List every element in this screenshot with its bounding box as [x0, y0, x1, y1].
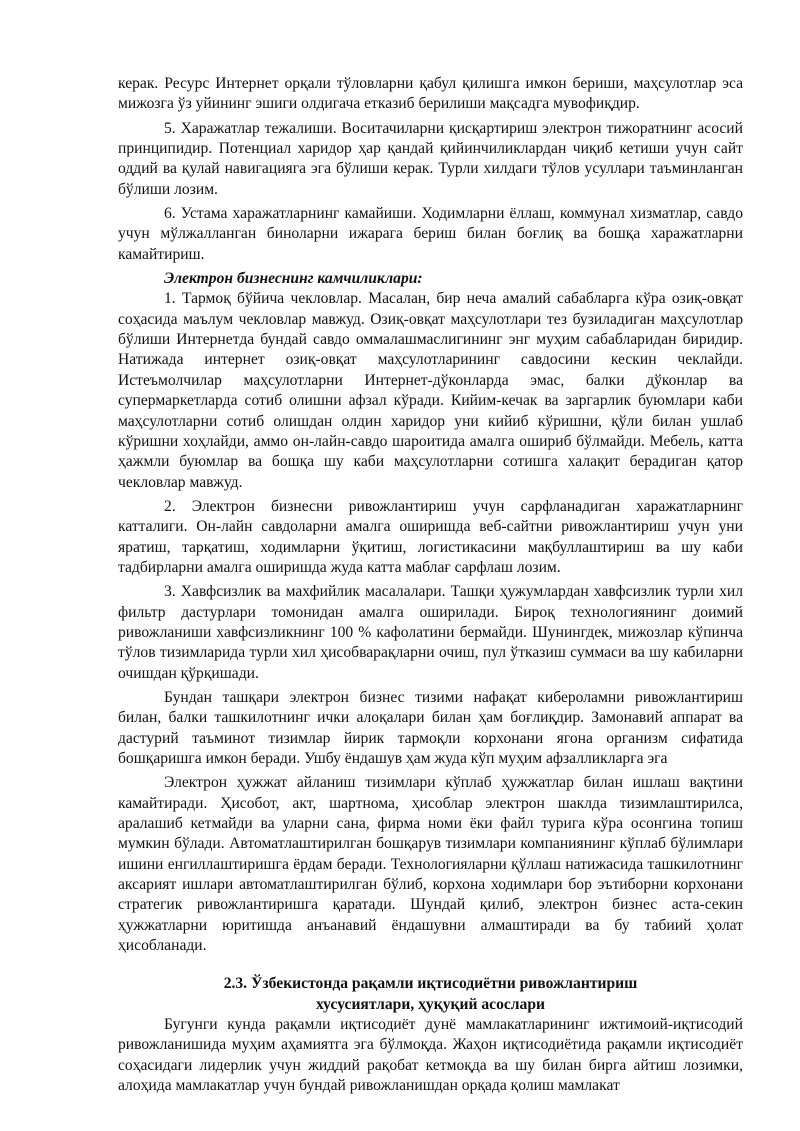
section-title-line: 2.3. Ўзбекистонда рақамли иқтисодиётни ривожлантириш	[223, 975, 638, 993]
paragraph: Бугунги кунда рақамли иқтисодиёт дунё мамлакатларининг ижтимоий-иқтисодий ривожланишида муҳим аҳамиятга эга бўлмоқда. Жаҳон иқтисодиётида рақамли иқтисодиёт соҳасидаги лидерлик учун жиддий рақобат кетмоқда ва шу билан бирга айтиш лозимки, алоҳида мамлакатлар учун бундай ривожланишдан орқада қолиш мамлакат	[118, 1016, 743, 1095]
paragraph: 6. Устама харажатларнинг камайиши. Ходимларни ёллаш, коммунал хизматлар, савдо учун мўлжалланган биноларни ижарага бериш билан боғлиқ ва бошқа харажатларни камайтириш.	[118, 205, 743, 263]
paragraph: керак. Ресурс Интернет орқали тўловларни қабул қилишга имкон бериши, маҳсулотлар эса мижозга ўз уйининг эшиги олдигача етказиб берилиши мақсадга мувофиқдир.	[118, 75, 743, 113]
paragraph: Бундан ташқари электрон бизнес тизими нафақат кибероламни ривожлантириш билан, балки ташкилотнинг ички алоқалари билан ҳам боғлиқдир. Замонавий аппарат ва дастурий таъминот тизимлар йирик тармоқли корхонани ягона организм сифатида бошқаришга имкон беради. Ушбу ёндашув ҳам жуда кўп муҳим афзалликларга эга	[118, 688, 743, 767]
paragraph: 5. Харажатлар тежалиши. Воситачиларни қисқартириш электрон тижоратнинг асосий принципидир. Потенциал харидор ҳар қандай қийинчиликлардан чиқиб кетиши учун сайт оддий ва қулай навигацияга эга бўлиши керак. Турли хилдаги тўлов усуллари таъминланган бўлиши лозим.	[118, 119, 743, 198]
paragraph: 2. Электрон бизнесни ривожлантириш учун сарфланадиган харажатларнинг катталиги. Он-лайн савдоларни амалга оширишда веб-сайтни ривожлантириш учун уни яратиш, тарқатиш, ходимларни ўқитиш, логистикасини мақбуллаштириш ва шу каби тадбирларни амалга оширишда жуда катта маблағ сарфлаш лозим.	[118, 497, 743, 576]
subheading: Электрон бизнеснинг камчиликлари:	[164, 270, 423, 288]
paragraph: Электрон ҳужжат айланиш тизимлари кўплаб ҳужжатлар билан ишлаш вақтини камайтиради. Ҳисобот, акт, шартнома, ҳисоблар электрон шаклда тизимлаштирилса, аралашиб кетмайди ва уларни сана, фирма номи ёки файл турига кўра осонгина топиш мумкин бўлади. Автоматлаштирилган бошқарув тизимлари компаниянинг кўплаб бўлимлари ишини енгиллаштиришга ёрдам беради. Технологияларни қўллаш натижасида ташкилотнинг аксарият ишлари автоматлаштирилган бўлиб, корхона ходимлари бор эътиборни корхонани стратегик ривожлантиришга қаратади. Шундай қилиб, электрон бизнес аста-секин ҳужжатларни юритишда анъанавий ёндашувни алмаштиради ва бу табиий ҳолат ҳисобланади.	[118, 774, 743, 955]
section-title-line: хусусиятлари, ҳуқуқий асослари	[315, 995, 546, 1013]
paragraph: 3. Хавфсизлик ва махфийлик масалалари. Ташқи ҳужумлардан хавфсизлик турли хил фильтр дастурлари томонидан амалга оширилади. Бироқ технологиянинг доимий ривожланиши хавфсизликнинг 100 % кафолатини бермайди. Шунингдек, мижозлар кўпинча тўлов тизимларида турли хил ҳисобварақларни очиш, пул ўтказиш суммаси ва шу кабиларни очишдан қўрқишади.	[118, 583, 743, 682]
section-title	[118, 974, 743, 1015]
paragraph: 1. Тармоқ бўйича чекловлар. Масалан, бир неча амалий сабабларга кўра озиқ-овқат соҳасида маълум чекловлар мавжуд. Озиқ-овқат маҳсулотлари тез бузиладиган маҳсулотлар бўлиши Интернетда бундай савдо оммалашмаслигининг энг муҳим сабабларидан биридир. Натижада интернет озиқ-овқат маҳсулотларининг савдосини кескин чеклайди. Истеъмолчилар маҳсулотларни Интернет-дўконларда эмас, балки дўконлар ва супермаркетларда сотиб олишни афзал кўради. Кийим-кечак ва заргарлик буюмлари каби маҳсулотларни сотиб олишдан олдин харидор уни кийиб кўришни, қўли билан ушлаб кўришни хоҳлайди, аммо он-лайн-савдо шароитида амалга ошириб бўлмайди. Мебель, катта ҳажмли буюмлар ва бошқа шу каби маҳсулотларни сотишга халақит берадиган қатор чекловлар мавжуд.	[118, 290, 743, 491]
